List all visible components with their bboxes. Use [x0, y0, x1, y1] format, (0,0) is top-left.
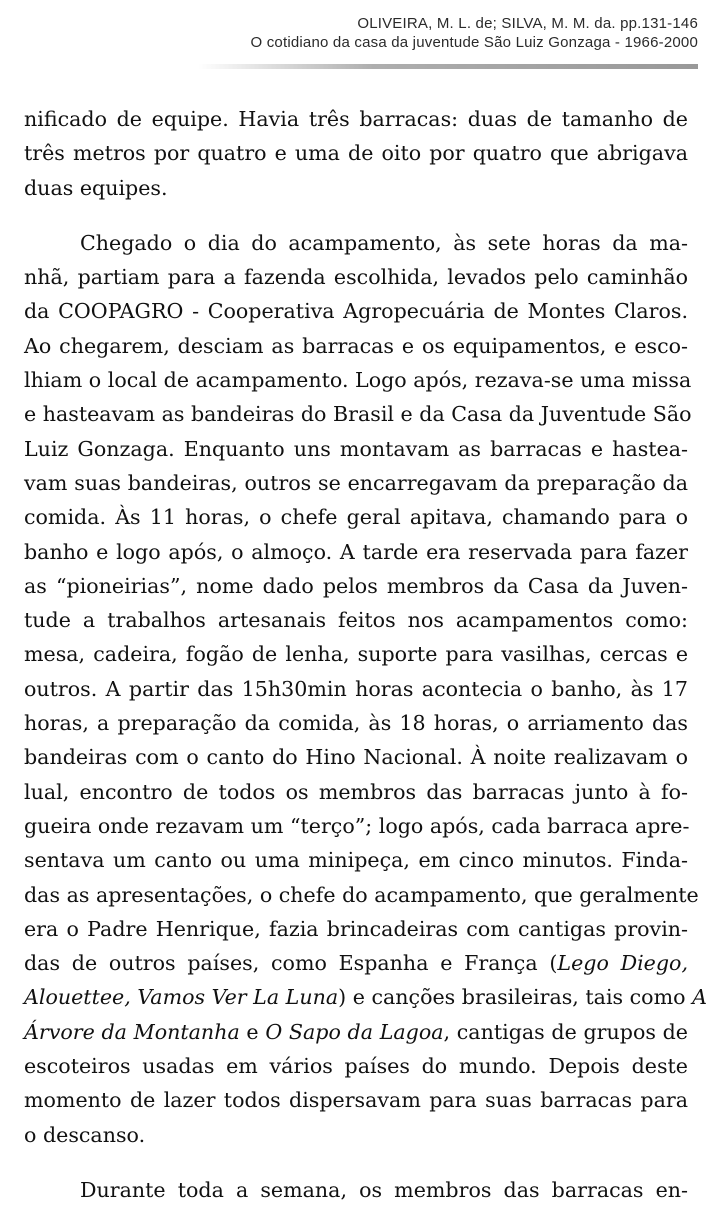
paragraph-1 [24, 102, 688, 205]
text-line: banho e logo após, o almoço. A tarde era reservada para fazer [24, 539, 688, 564]
text-line: outros. A partir das 15h30min horas acontecia o banho, às 17 [24, 676, 688, 701]
text-line: escoteiros usadas em vários países do mundo. Depois deste [24, 1054, 688, 1079]
text-run: das de outros países, como Espanha e França ( [24, 951, 558, 976]
paragraph-2 [24, 226, 707, 1152]
paragraph-3 [24, 1173, 688, 1207]
text-line: sentava um canto ou uma minipeça, em cinco minutos. Finda- [24, 848, 688, 873]
text-line: era o Padre Henrique, fazia brincadeiras com cantigas provin- [24, 916, 688, 941]
italic-title: A [692, 985, 707, 1010]
text-line: nhã, partiam para a fazenda escolhida, levados pelo caminhão [24, 265, 688, 290]
header-title: O cotidiano da casa da juventude São Luiz Gonzaga - 1966-2000 [250, 34, 698, 51]
text-line [24, 980, 707, 1014]
text-line: lhiam o local de acampamento. Logo após, rezava-se uma missa [24, 368, 692, 393]
text-line: Luiz Gonzaga. Enquanto uns montavam as barracas e hastea- [24, 436, 688, 461]
italic-title: Alouettee, Vamos Ver La Luna [24, 985, 339, 1010]
text-line: tude a trabalhos artesanais feitos nos acampamentos como: [24, 608, 688, 633]
text-line [24, 946, 688, 980]
text-line: Chegado o dia do acampamento, às sete horas da ma- [80, 230, 688, 255]
header-citation: OLIVEIRA, M. L. de; SILVA, M. M. da. pp.131-146 [357, 15, 698, 32]
text-line: mesa, cadeira, fogão de lenha, suporte para vasilhas, cercas e [24, 642, 688, 667]
text-run: ) e canções brasileiras, tais como [338, 985, 693, 1010]
text-line: as “pioneirias”, nome dado pelos membros da Casa da Juven- [24, 573, 688, 598]
text-line: vam suas bandeiras, outros se encarregavam da preparação da [24, 470, 688, 495]
text-line: das as apresentações, o chefe do acampamento, que geralmente [24, 882, 699, 907]
text-line: três metros por quatro e uma de oito por quatro que abrigava [24, 141, 688, 166]
italic-title: Árvore da Montanha [24, 1019, 240, 1044]
header-rule [198, 64, 698, 69]
text-line: comida. Às 11 horas, o chefe geral apitava, chamando para o [24, 505, 688, 530]
page-body [24, 102, 707, 1207]
text-run: e [239, 1019, 266, 1044]
text-run: , cantigas de grupos de [443, 1019, 688, 1044]
text-line: e hasteavam as bandeiras do Brasil e da Casa da Juventude São [24, 402, 692, 427]
text-line: horas, a preparação da comida, às 18 horas, o arriamento das [24, 711, 688, 736]
running-header [38, 14, 698, 52]
text-line [24, 1015, 688, 1049]
text-line: momento de lazer todos dispersavam para suas barracas para [24, 1088, 688, 1113]
text-line: da COOPAGRO - Cooperativa Agropecuária de Montes Claros. [24, 299, 688, 324]
text-line: nificado de equipe. Havia três barracas: duas de tamanho de [24, 107, 688, 131]
text-line: duas equipes. [24, 175, 168, 200]
text-line: Durante toda a semana, os membros das barracas en- [80, 1177, 688, 1202]
text-line: lual, encontro de todos os membros das barracas junto à fo- [24, 779, 688, 804]
text-line: bandeiras com o canto do Hino Nacional. À noite realizavam o [24, 745, 688, 770]
text-line: o descanso. [24, 1122, 146, 1147]
text-line: gueira onde rezavam um “terço”; logo após, cada barraca apre- [24, 813, 690, 838]
italic-title: O Sapo da Lagoa [265, 1019, 444, 1044]
text-line: Ao chegarem, desciam as barracas e os equipamentos, e esco- [24, 333, 688, 358]
italic-title: Lego Diego, [557, 951, 688, 976]
